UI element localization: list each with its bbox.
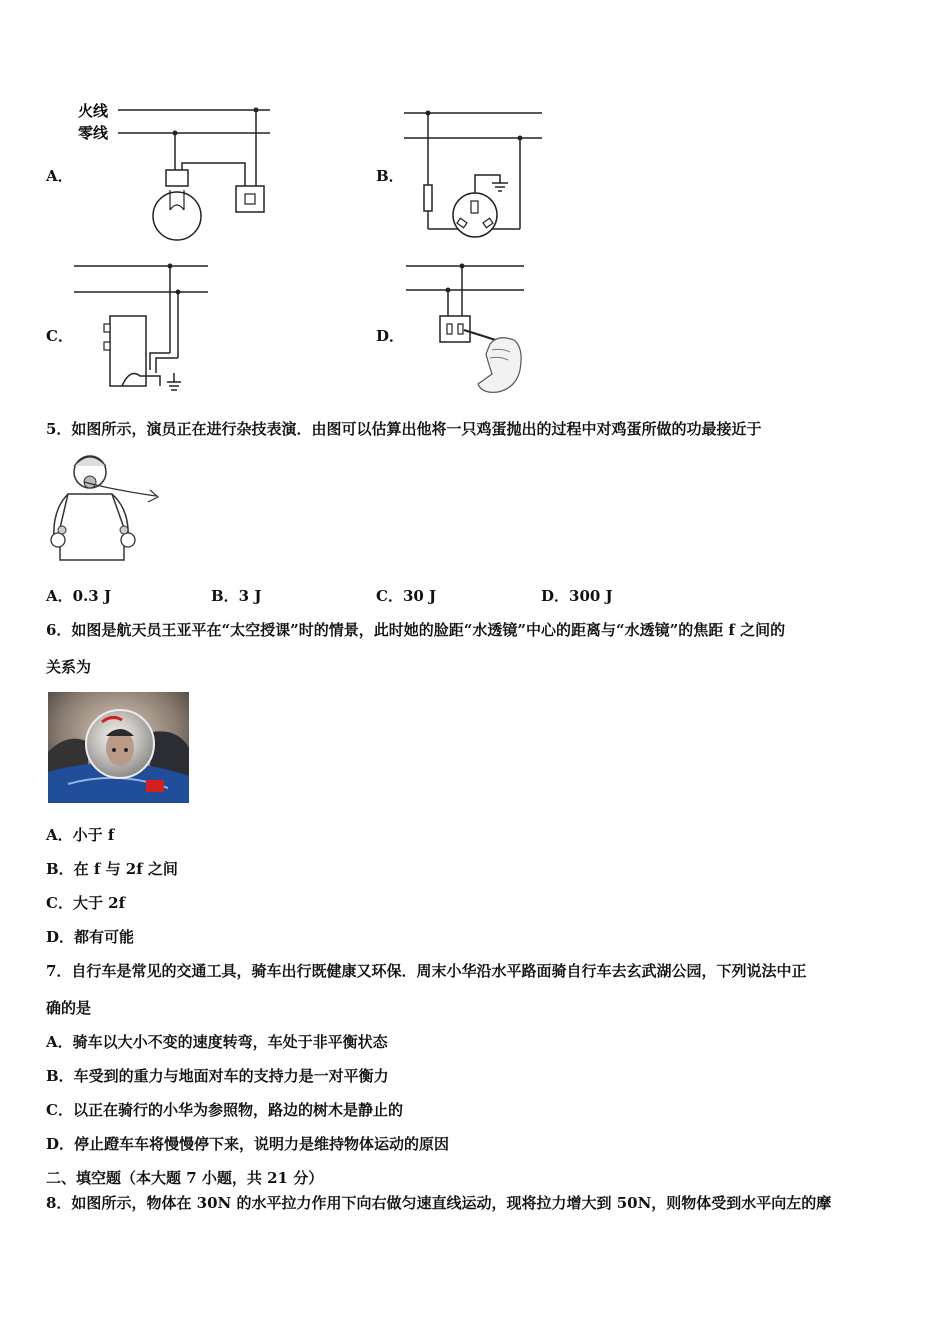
q4-option-b-label: B． <box>376 167 404 185</box>
wire-live-label: 火线 <box>78 102 109 120</box>
section-2-heading: 二、填空题（本大题 7 小题，共 21 分） <box>46 1169 324 1187</box>
q4-diagram-c <box>70 258 215 398</box>
q6-water-lens-photo <box>48 692 189 803</box>
q4-option-c-label: C． <box>46 327 73 345</box>
q7-option-b: B．车受到的重力与地面对车的支持力是一对平衡力 <box>46 1067 389 1085</box>
wire-neutral-label: 零线 <box>78 124 109 142</box>
q7-stem-line1: 7．自行车是常见的交通工具，骑车出行既健康又环保．周末小华沿水平路面骑自行车去玄武湖公园，下列说法中正 <box>46 962 807 980</box>
q5-option-c: C．30 J <box>376 587 437 605</box>
q6-option-c: C．大于 2f <box>46 894 126 912</box>
q4-diagram-d <box>402 258 532 398</box>
q6-stem-line2: 关系为 <box>46 658 92 676</box>
q6-stem-line1: 6．如图是航天员王亚平在“太空授课”时的情景，此时她的脸距“水透镜”中心的距离与“水透镜”的焦距 f 之间的 <box>46 621 786 639</box>
q6-option-d: D．都有可能 <box>46 928 135 946</box>
q5-stem: 5．如图所示，演员正在进行杂技表演．由图可以估算出他将一只鸡蛋抛出的过程中对鸡蛋所做的功最接近于 <box>46 420 762 438</box>
q7-option-d: D．停止蹬车车将慢慢停下来，说明力是维持物体运动的原因 <box>46 1135 450 1153</box>
q4-diagram-b <box>400 105 550 245</box>
q4-option-a-label: A． <box>46 167 73 185</box>
q7-option-a: A．骑车以大小不变的速度转弯，车处于非平衡状态 <box>46 1033 388 1051</box>
q6-option-a: A．小于 f <box>46 826 115 844</box>
q5-option-b: B．3 J <box>211 587 262 605</box>
q4-diagram-a <box>70 98 290 248</box>
q4-option-d-label: D． <box>376 327 405 345</box>
q8-stem-line1: 8．如图所示，物体在 30N 的水平拉力作用下向右做匀速直线运动，现将拉力增大到 50N，则物体受到水平向左的摩 <box>46 1194 832 1212</box>
q5-option-a: A．0.3 J <box>46 587 112 605</box>
q5-juggler-figure <box>44 450 164 570</box>
q7-stem-line2: 确的是 <box>46 999 92 1017</box>
q7-option-c: C．以正在骑行的小华为参照物，路边的树木是静止的 <box>46 1101 403 1119</box>
q6-option-b: B．在 f 与 2f 之间 <box>46 860 178 878</box>
q5-option-d: D．300 J <box>541 587 613 605</box>
